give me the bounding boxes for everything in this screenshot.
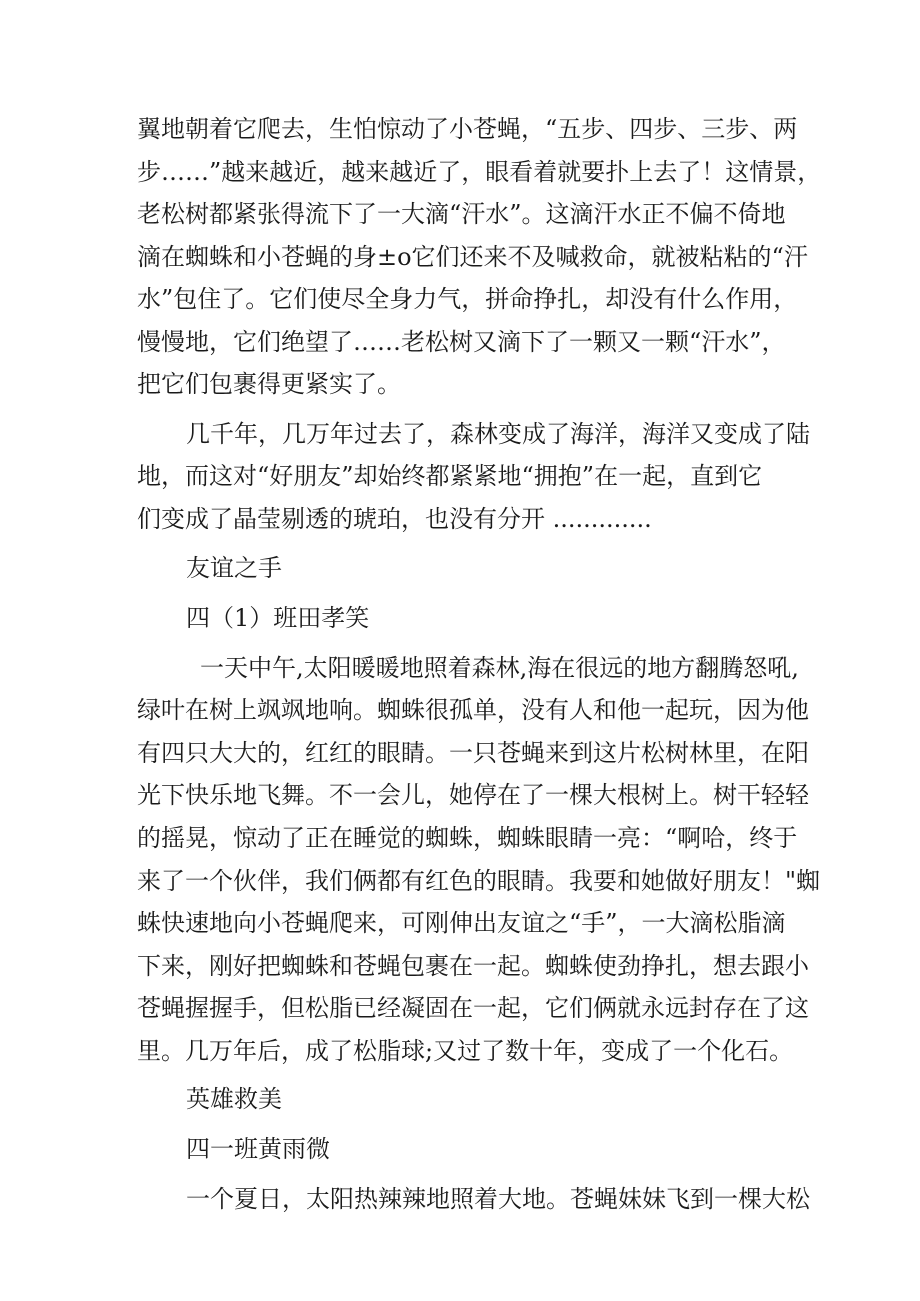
text-line: 蛛快速地向小苍蝇爬来，可刚伸出友谊之“手”，一大滴松脂滴 — [137, 909, 786, 937]
story-author: 四（1）班田孝笑 — [186, 604, 370, 632]
text-line: 水”包住了。它们使尽全身力气，拼命挣扎，却没有什么作用， — [137, 285, 798, 313]
story-author: 四一班黄雨微 — [186, 1135, 330, 1163]
text-line: 的摇晃，惊动了正在睡觉的蜘蛛，蜘蛛眼睛一亮：“啊哈，终于 — [137, 824, 798, 852]
text-line: 步……”越来越近，越来越近了，眼看着就要扑上去了！这情景， — [137, 158, 822, 186]
text-line: 里。几万年后，成了松脂球;又过了数十年，变成了一个化石。 — [137, 1037, 794, 1065]
text-line: 滴在蜘蛛和小苍蝇的身±o它们还来不及喊救命，就被粘粘的“汗 — [137, 243, 808, 271]
text-line: 们变成了晶莹剔透的琥珀，也没有分开 ............. — [137, 505, 652, 533]
text-line: 几千年，几万年过去了，森林变成了海洋，海洋又变成了陆 — [186, 420, 810, 448]
text-line: 一天中午,太阳暖暖地照着森林,海在很远的地方翻腾怒吼, — [200, 654, 799, 682]
text-line: 有四只大大的，红红的眼睛。一只苍蝇来到这片松树林里，在阳 — [137, 739, 809, 767]
text-line: 一个夏日，太阳热辣辣地照着大地。苍蝇妹妹飞到一棵大松 — [186, 1185, 810, 1213]
text-line: 来了一个伙伴，我们俩都有红色的眼睛。我要和她做好朋友！"蜘 — [137, 867, 821, 895]
text-line: 慢慢地，它们绝望了……老松树又滴下了一颗又一颗“汗水”， — [137, 328, 786, 356]
story-title: 友谊之手 — [186, 554, 282, 582]
text-line: 地，而这对“好朋友”却始终都紧紧地“拥抱”在一起，直到它 — [137, 462, 763, 490]
text-line: 下来，刚好把蜘蛛和苍蝇包裹在一起。蜘蛛使劲挣扎，想去跟小 — [137, 952, 809, 980]
text-line: 绿叶在树上飒飒地响。蜘蛛很孤单，没有人和他一起玩，因为他 — [137, 696, 809, 724]
text-line: 光下快乐地飞舞。不一会儿，她停在了一棵大根树上。树干轻轻 — [137, 781, 809, 809]
text-line: 翼地朝着它爬去，生怕惊动了小苍蝇，“五步、四步、三步、两 — [137, 115, 798, 143]
text-line: 苍蝇握握手，但松脂已经凝固在一起，它们俩就永远封存在了这 — [137, 994, 809, 1022]
story-title: 英雄救美 — [186, 1085, 282, 1113]
text-line: 把它们包裹得更紧实了。 — [137, 370, 401, 398]
text-line: 老松树都紧张得流下了一大滴“汗水”。这滴汗水正不偏不倚地 — [137, 200, 786, 228]
